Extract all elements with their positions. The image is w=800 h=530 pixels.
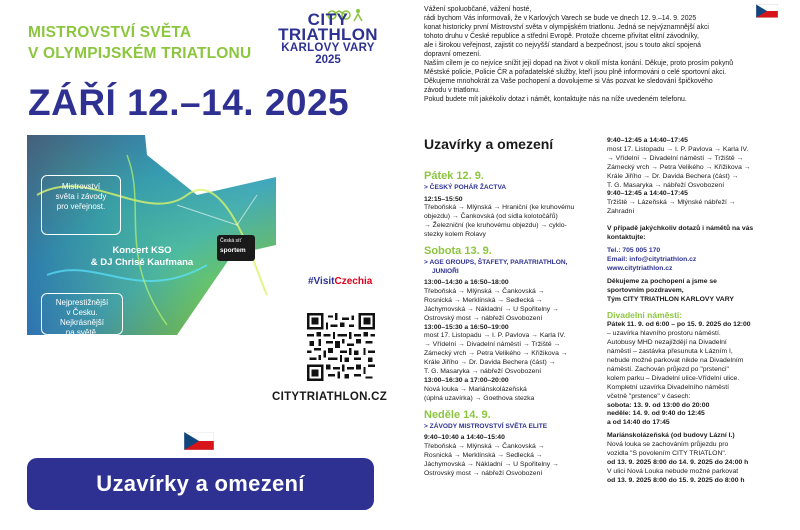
intro-letter: Vážení spoluobčané, vážení hosté, rádi bychom Vás informovali, že v Karlových Varech se bude ve dnech 12. 9.–14. 9. 2025 konat historicky první Mistrovství světa v olympijském triatlonu. Jedná se nejvýznamnější akci tohoto druhu v České republice a střední Evropě. Protože chceme přivítat elitní závodníky, ale i širokou veřejnost, zajistit co nejvyšší standard a bezpečnost, jsou s touto akcí spojená dopravní omezení. Naším cílem je co nejvíce snížit její dopad na život v okolí místa konání. Děkuje, proto prosím pokynů Městské policie, Policie ČR a pořadatelské služby, kteří jsou plně informováni o celé sportovní akci. Děkujeme mnohokrát za Vaše pochopení a dovolujeme si Vás pozvat ke sledování špičkového závodu v triatlonu. Pokud budete mít jakékoliv dotaz i námět, kontaktujte nás na níže uvedeném telefonu. (424, 6, 734, 103)
bubble-prestige: Nejprestižnější v Česku. Nejkrásnější na světě. (41, 293, 123, 335)
schedule-column-1: Pátek 12. 9. > ČESKÝ POHÁR ŽACTVA 12:15–15:50 Třeboňská → Mlýnská → Hraniční (ke kruhovému objezdu) → Čankovská (od sídla kolotočářů) → Železniční (ke kruhovému objezdu) → cyklo- stezky kolem Rolavy Sobota 13. 9. > AGE GROUPS, ŠTAFETY, PARATRIATHLON, JUNIOŘI 13:00–14:30 a 16:50–18:00 Třeboňská → Mlýnská → Čankovská → Rosnická → Merklínská → Sedlecká → Jáchymovská → Nákladní → U Spořitelny → Ostrovský most → nábřeží Osvobození 13:00–15:30 a 16:50–19:00 most 17. Listopadu → I. P. Pavlova → Karla IV. → Vřídelní → Divadelní náměstí → Tržiště → Zámecký vrch → Petra Velikého → Křižikova → Krále Jiřího → Dr. Davida Bechera (část) → T. G. Masaryka → nábřeží Osvobození 13:00–16:30 a 17:00–20:00 Nová louka → Mariánskolázeňská (úplná uzavírka) → Goethova stezka Neděle 14. 9. > ZÁVODY MISTROVSTVÍ SVĚTA ELITE 9:40–10:40 a 14:40–15:40 Třeboňská → Mlýnská → Čankovská → Rosnická → Merklínská → Sedlecká → Jáchymovská → Nákladní → U Spořitelny → Ostrovský most → nábřeží Osvobození (424, 165, 599, 479)
city-triathlon-logo: CITY TRIATHLON KARLOVY VARY 2025 (278, 10, 378, 66)
course-map (27, 135, 276, 335)
website-url[interactable]: CITYTRIATHLON.CZ (272, 391, 388, 403)
contact-heading: V případě jakýchkoliv dotazů i námětů na vás kontaktujte: (607, 225, 754, 242)
closures-button[interactable]: Uzavírky a omezení (27, 458, 374, 510)
theatre-square-heading: Divadelní náměstí: (607, 310, 683, 321)
email-link[interactable]: Email: info@citytriathlon.cz (607, 255, 697, 263)
concert-label: Koncert KSO & DJ Chrisě Kaufmana (90, 245, 194, 268)
sportem-badge: Česká síť sportem (217, 235, 255, 261)
czech-flag-icon (756, 4, 778, 18)
day-title-sunday: Neděle 14. 9. (424, 408, 491, 421)
bubble-public-races: Mistrovství světa i závody pro veřejnost. (41, 175, 121, 235)
event-date: ZÁŘÍ 12.–14. 2025 (28, 82, 350, 123)
czech-flag-icon (184, 432, 214, 450)
section-title: Uzavírky a omezení (424, 136, 554, 152)
race-category: > ČESKÝ POHÁR ŽACTVA (424, 184, 507, 191)
qr-code-icon[interactable] (307, 313, 375, 381)
schedule-column-2: 9:40–12:45 a 14:40–17:45 most 17. Listopadu → I. P. Pavlova → Karla IV. → Vřídelní → Divadelní náměstí → Tržiště → Zámecký vrch → Petra Velikého → Křižikova → Krále Jiřího → Dr. Davida Bechera (část) → T. G. Masaryka → nábřeží Osvobození 9:40–12:45 a 14:40–17:45 Tržiště → Lázeňská → Mlýnské nábřeží → Zahradní V případě jakýchkoliv dotazů i námětů na vás kontaktujte: Tel.: 705 005 170 Email: info@citytriathlon.cz www.citytriathlon.cz Děkujeme za pochopení a jsme se sportovním pozdravem, Tým CITY TRIATHLON KARLOVY VARY Divadelní náměstí: Pátek 11. 9. od 6:00 – po 15. 9. 2025 do 12:00 – uzavírka hlavního prostoru náměstí. Autobusy MHD nezajíždějí na Divadelní náměstí – zastávka přesunuta k Lázním I, nebude možné parkovat nikde na Divadelním náměstí. Zachován průjezd po "prstenci" kolem parku – Divadelní ulice-Vřídelní ulice. Kompletní uzavírka Divadelního náměstí včetně "prstence" v časech: sobota: 13. 9. od 13:00 do 20:00 neděle: 14. 9. od 9:40 do 12:45 a od 14:40 do 17:45 Mariánskolázeňská (od budovy Lázní I.) Nová louka se zachováním průjezdu pro vozidla "S povolením CITY TRIATLON". od 13. 9. 2025 8:00 do 14. 9. 2025 do 24:00 h V ulici Nová Louka nebude možné parkovat od 13. 9. 2025 8:00 do 15. 9. 2025 do 8:00 h (607, 137, 787, 486)
website-link[interactable]: www.citytriathlon.cz (607, 264, 673, 272)
visit-czechia-tag: #VisitCzechia (308, 276, 373, 287)
day-title-saturday: Sobota 13. 9. (424, 245, 492, 258)
thanks-note: Děkujeme za pochopení a jsme se sportovním pozdravem, Tým CITY TRIATHLON KARLOVY VARY (607, 277, 734, 303)
championship-title: MISTROVSTVÍ SVĚTA V OLYMPIJSKÉM TRIATLONU (28, 24, 252, 62)
race-category: > ZÁVODY MISTROVSTVÍ SVĚTA ELITE (424, 422, 548, 430)
race-category: > AGE GROUPS, ŠTAFETY, PARATRIATHLON, JUNIOŘI (424, 259, 568, 275)
phone-number[interactable]: Tel.: 705 005 170 (607, 246, 661, 254)
marianskolazenska-heading: Mariánskolázeňská (od budovy Lázní I.) (607, 432, 735, 440)
day-title-friday: Pátek 12. 9. (424, 170, 484, 182)
